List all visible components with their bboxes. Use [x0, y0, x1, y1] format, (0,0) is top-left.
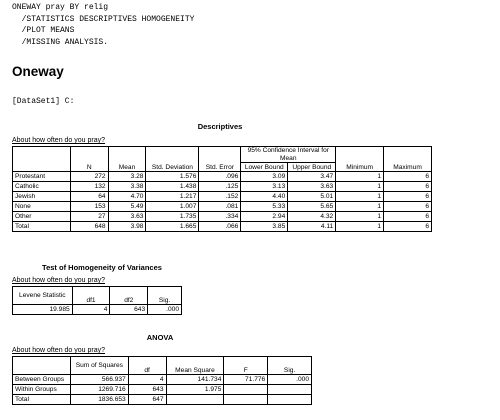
cell-sig	[268, 385, 312, 395]
cell-max: 6	[384, 222, 432, 232]
row-label: Total	[13, 395, 71, 405]
cell-df: 4	[128, 375, 166, 385]
cell-n: 64	[70, 192, 108, 202]
syntax-line: /PLOT MEANS	[12, 26, 75, 35]
col-header-upper: Upper Bound	[288, 163, 336, 172]
cell-n: 153	[70, 202, 108, 212]
table-row	[13, 202, 432, 212]
cell-lower: 3.09	[241, 172, 288, 182]
col-header-mean: Mean	[108, 147, 146, 172]
table-row	[13, 395, 312, 405]
cell-f	[224, 395, 268, 405]
cell-se: .081	[199, 202, 241, 212]
cell-ms: 1.975	[166, 385, 224, 395]
homogeneity-table[interactable]	[12, 286, 182, 315]
row-label: Jewish	[13, 192, 71, 202]
cell-min: 1	[336, 212, 384, 222]
anova-title[interactable]: ANOVA	[146, 333, 174, 342]
cell-sd: 1.735	[146, 212, 199, 222]
cell-lower: 4.40	[241, 192, 288, 202]
anova-table[interactable]	[12, 356, 312, 405]
cell-mean: 3.63	[108, 212, 146, 222]
cell-n: 648	[70, 222, 108, 232]
cell-min: 1	[336, 202, 384, 212]
cell-sd: 1.217	[146, 192, 199, 202]
cell-upper: 4.11	[288, 222, 336, 232]
table-row	[13, 385, 312, 395]
cell-mean: 3.98	[108, 222, 146, 232]
row-label: Total	[13, 222, 71, 232]
syntax-block	[12, 2, 194, 48]
cell-f	[224, 385, 268, 395]
col-header-df2: df2	[110, 287, 148, 305]
table-row	[13, 182, 432, 192]
anova-caption: About how often do you pray?	[12, 347, 106, 354]
cell-mean: 5.49	[108, 202, 146, 212]
cell-levene: 19.985	[13, 305, 73, 315]
col-header-n: N	[70, 147, 108, 172]
row-label: Between Groups	[13, 375, 71, 385]
cell-sd: 1.576	[146, 172, 199, 182]
cell-n: 132	[70, 182, 108, 192]
cell-n: 272	[70, 172, 108, 182]
cell-upper: 3.47	[288, 172, 336, 182]
descriptives-caption: About how often do you pray?	[12, 137, 106, 144]
cell-df1: 4	[72, 305, 110, 315]
cell-se: .066	[199, 222, 241, 232]
row-label: Protestant	[13, 172, 71, 182]
col-header-se: Std. Error	[199, 147, 241, 172]
cell-se: .152	[199, 192, 241, 202]
cell-lower: 5.33	[241, 202, 288, 212]
row-label: None	[13, 202, 71, 212]
homogeneity-caption: About how often do you pray?	[12, 277, 106, 284]
cell-lower: 3.13	[241, 182, 288, 192]
cell-sd: 1.665	[146, 222, 199, 232]
dataset-label: [DataSet1] C:	[12, 97, 75, 106]
col-header-f: F	[224, 357, 268, 375]
cell-sd: 1.438	[146, 182, 199, 192]
cell-lower: 2.94	[241, 212, 288, 222]
cell-min: 1	[336, 182, 384, 192]
cell-df: 647	[128, 395, 166, 405]
cell-df2: 643	[110, 305, 148, 315]
corner-cell	[13, 147, 71, 172]
cell-mean: 4.70	[108, 192, 146, 202]
cell-se: .096	[199, 172, 241, 182]
cell-sd: 1.007	[146, 202, 199, 212]
table-row	[13, 222, 432, 232]
cell-df: 643	[128, 385, 166, 395]
col-header-sig: Sig.	[268, 357, 312, 375]
corner-cell	[13, 357, 71, 375]
cell-mean: 3.38	[108, 182, 146, 192]
cell-se: .334	[199, 212, 241, 222]
cell-sig: .000	[148, 305, 182, 315]
syntax-line: ONEWAY pray BY relig	[12, 3, 109, 12]
cell-min: 1	[336, 172, 384, 182]
cell-upper: 3.63	[288, 182, 336, 192]
cell-upper: 5.65	[288, 202, 336, 212]
col-header-lower: Lower Bound	[241, 163, 288, 172]
cell-ms	[166, 395, 224, 405]
col-header-sig: Sig.	[148, 287, 182, 305]
cell-se: .125	[199, 182, 241, 192]
cell-sig: .000	[268, 375, 312, 385]
cell-min: 1	[336, 192, 384, 202]
cell-max: 6	[384, 182, 432, 192]
col-header-min: Minimum	[336, 147, 384, 172]
table-row	[13, 192, 432, 202]
table-row	[13, 305, 182, 315]
cell-f: 71.776	[224, 375, 268, 385]
cell-max: 6	[384, 212, 432, 222]
cell-min: 1	[336, 222, 384, 232]
syntax-line: /MISSING ANALYSIS.	[12, 37, 109, 47]
col-header-df1: df1	[72, 287, 110, 305]
procedure-heading: Oneway	[12, 64, 64, 79]
table-row	[13, 212, 432, 222]
col-header-ci: 95% Confidence Interval for Mean	[241, 147, 336, 163]
table-row	[13, 375, 312, 385]
col-header-ms: Mean Square	[166, 357, 224, 375]
cell-ss: 1836.653	[70, 395, 128, 405]
cell-ss: 1269.716	[70, 385, 128, 395]
cell-max: 6	[384, 192, 432, 202]
descriptives-title[interactable]: Descriptives	[197, 122, 243, 131]
syntax-line: /STATISTICS DESCRIPTIVES HOMOGENEITY	[12, 14, 195, 24]
row-label: Catholic	[13, 182, 71, 192]
cell-max: 6	[384, 172, 432, 182]
row-label: Within Groups	[13, 385, 71, 395]
homogeneity-title[interactable]: Test of Homogeneity of Variances	[42, 263, 162, 272]
cell-mean: 3.28	[108, 172, 146, 182]
col-header-df: df	[128, 357, 166, 375]
col-header-ss: Sum of Squares	[70, 357, 128, 375]
cell-upper: 4.32	[288, 212, 336, 222]
cell-lower: 3.85	[241, 222, 288, 232]
cell-max: 6	[384, 202, 432, 212]
table-row	[13, 172, 432, 182]
col-header-max: Maximum	[384, 147, 432, 172]
cell-ms: 141.734	[166, 375, 224, 385]
descriptives-table[interactable]	[12, 146, 432, 232]
cell-sig	[268, 395, 312, 405]
cell-upper: 5.01	[288, 192, 336, 202]
col-header-levene: Levene Statistic	[13, 287, 73, 305]
col-header-sd: Std. Deviation	[146, 147, 199, 172]
row-label: Other	[13, 212, 71, 222]
cell-ss: 566.937	[70, 375, 128, 385]
cell-n: 27	[70, 212, 108, 222]
